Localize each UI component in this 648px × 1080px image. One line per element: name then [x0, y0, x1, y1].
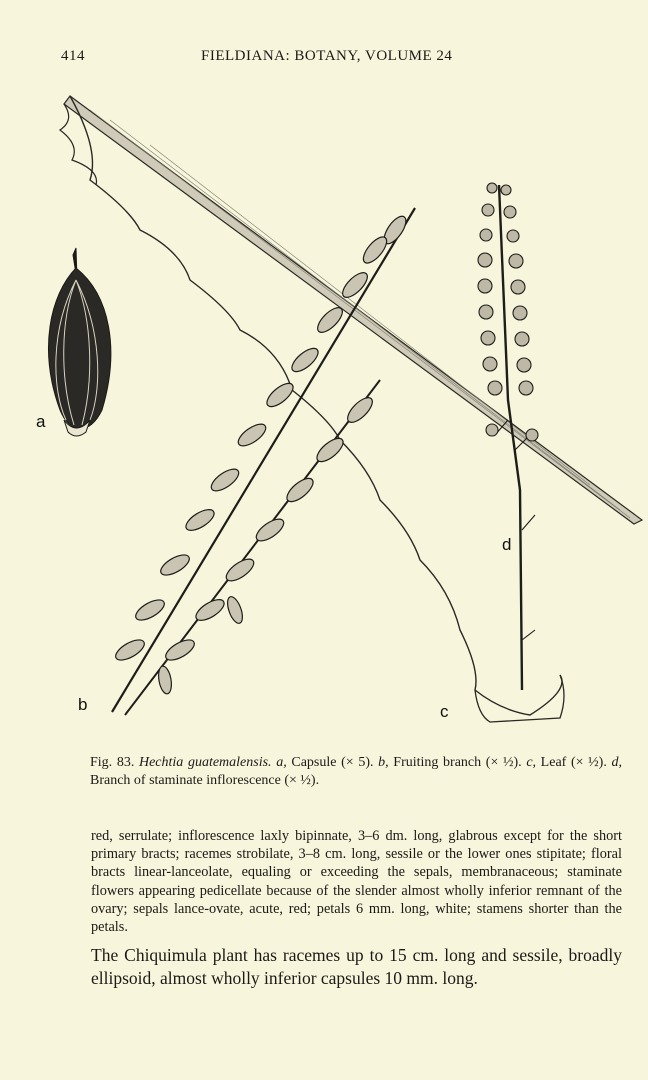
- caption-part-a: Capsule (× 5).: [286, 755, 379, 770]
- fruiting-branch-illustration: [112, 208, 415, 715]
- caption-part-c: Leaf (× ½).: [536, 755, 612, 770]
- panel-label-b: b: [78, 695, 88, 714]
- capsule-illustration: [49, 248, 111, 436]
- journal-title: FIELDIANA: BOTANY, VOLUME 24: [201, 48, 453, 64]
- running-head: [61, 48, 608, 70]
- staminate-inflorescence-illustration: [478, 183, 538, 690]
- note-text: [91, 944, 622, 990]
- panel-label-d: d: [502, 535, 512, 554]
- botanical-illustration-plate: [30, 90, 648, 740]
- species-name: Hechtia guatemalensis.: [138, 755, 272, 770]
- panel-label-a: a: [36, 412, 46, 431]
- caption-part-a-letter: a,: [276, 755, 287, 770]
- panel-label-c: c: [440, 702, 449, 721]
- page-number: 414: [61, 48, 85, 64]
- figure-number: Fig. 83.: [90, 755, 135, 770]
- caption-part-d-letter: d,: [611, 755, 622, 770]
- caption-part-d: Branch of staminate inflorescence (× ½).: [90, 773, 320, 788]
- description-paragraph: red, serrulate; inflorescence laxly bipinnate, 3–6 dm. long, glabrous except for the short primary bracts; racemes strobilate, 3–8 cm. long, sessile or the lower ones stipitate; floral bracts linear-lanceolate, equaling or exceeding the sepals, membranaceous; staminate flowers appearing pedicellate because of the slender almost wholly inferior remnant of the ovary; sepals lance-ovate, acute, red; petals 6 mm. long, white; stamens shorter than the petals.: [91, 828, 622, 936]
- figure-caption: [90, 754, 622, 790]
- caption-part-b-letter: b,: [378, 755, 389, 770]
- caption-part-c-letter: c,: [526, 755, 537, 770]
- note-paragraph: The Chiquimula plant has racemes up to 15 cm. long and sessile, broadly ellipsoid, almost wholly inferior capsules 10 mm. long.: [91, 945, 622, 988]
- caption-part-b: Fruiting branch (× ½).: [388, 755, 527, 770]
- description-text: [91, 827, 622, 936]
- illustration-drawing: [30, 90, 648, 740]
